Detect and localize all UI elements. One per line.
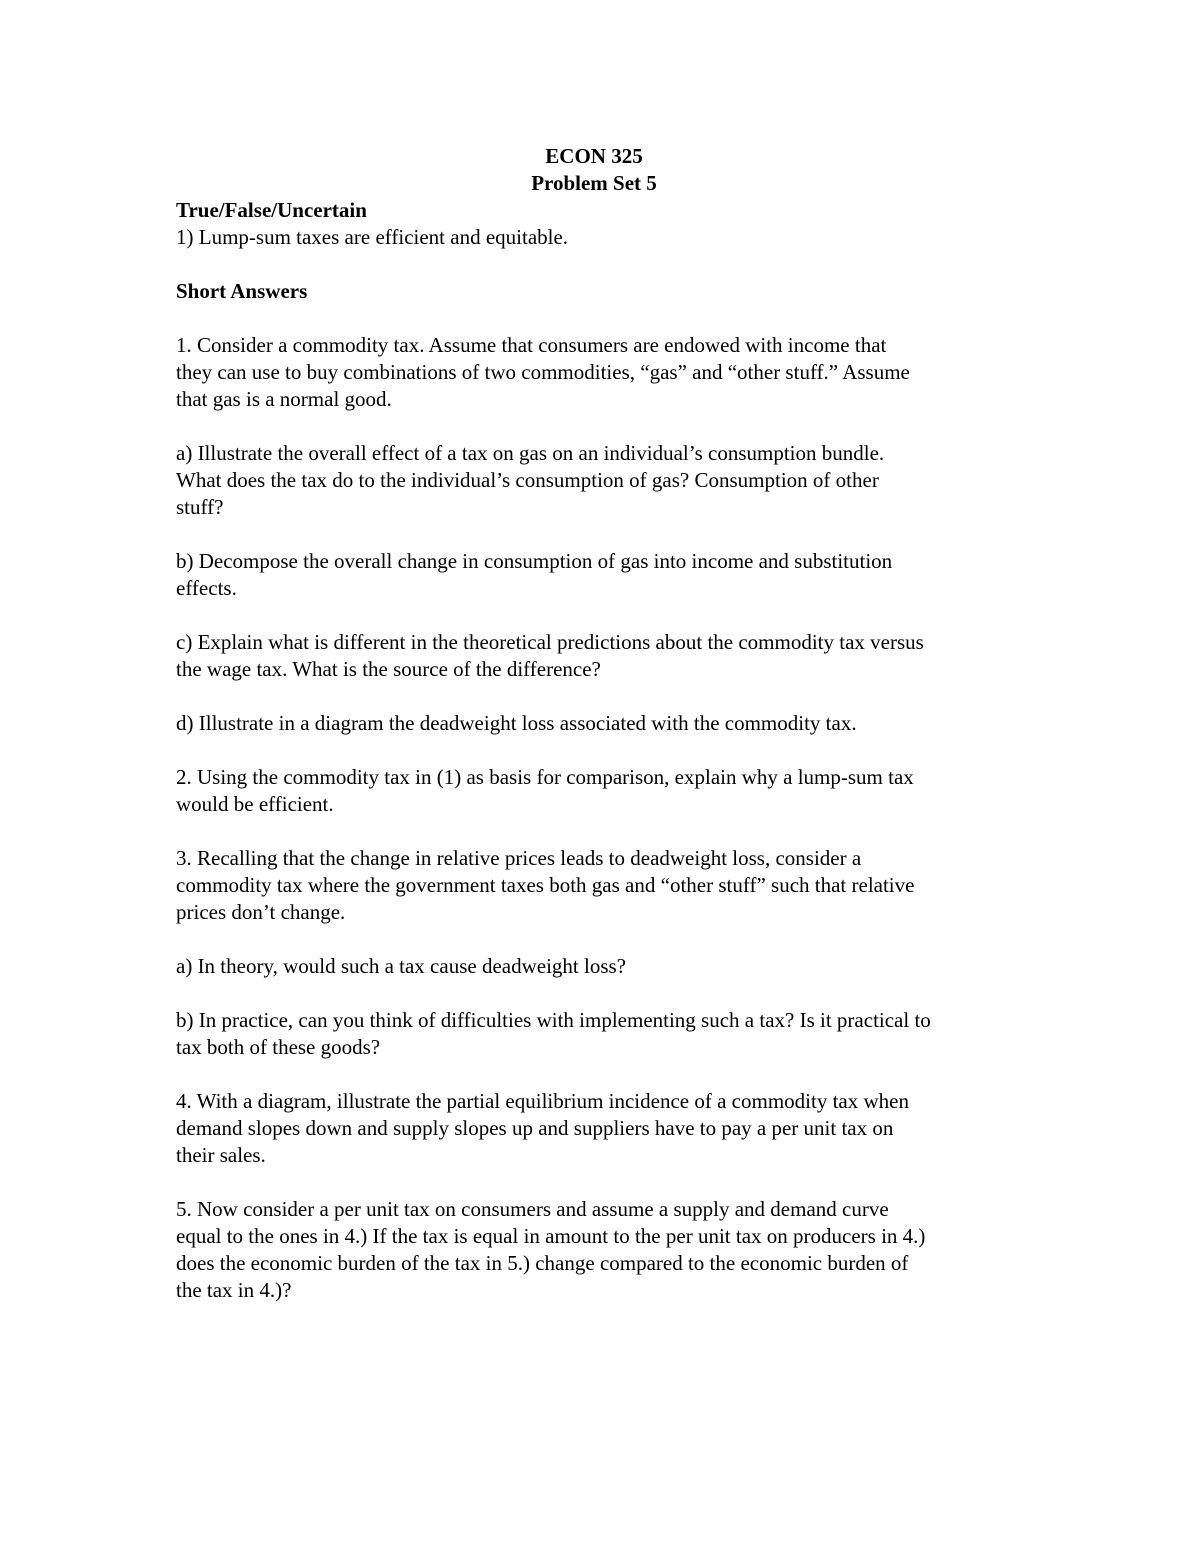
tfu-question-1: 1) Lump-sum taxes are efficient and equitable. — [176, 225, 569, 249]
course-title: ECON 325 — [545, 144, 643, 168]
question-2: 2. Using the commodity tax in (1) as basis for comparison, explain why a lump-sum tax would be efficient. — [176, 765, 914, 816]
question-5: 5. Now consider a per unit tax on consumers and assume a supply and demand curve equal to the ones in 4.) If the tax is equal in amount to the per unit tax on producers in 4.) does the economic burden of the tax in 5.) change compared to the economic burden of the tax in 4.)? — [176, 1197, 926, 1302]
document-page — [176, 143, 1036, 1304]
question-3b: b) In practice, can you think of difficulties with implementing such a tax? Is it practical to tax both of these goods? — [176, 1008, 931, 1059]
problem-set-title: Problem Set 5 — [531, 171, 657, 195]
tfu-heading: True/False/Uncertain — [176, 198, 367, 222]
question-3a: a) In theory, would such a tax cause deadweight loss? — [176, 954, 626, 978]
question-1: 1. Consider a commodity tax. Assume that consumers are endowed with income that they can use to buy combinations of two commodities, “gas” and “other stuff.” Assume that gas is a normal good. — [176, 333, 910, 411]
question-1a: a) Illustrate the overall effect of a tax on gas on an individual’s consumption bundle. What does the tax do to the individual’s consumption of gas? Consumption of other stuff? — [176, 441, 885, 519]
question-1c: c) Explain what is different in the theoretical predictions about the commodity tax versus the wage tax. What is the source of the difference? — [176, 630, 924, 681]
question-1d: d) Illustrate in a diagram the deadweight loss associated with the commodity tax. — [176, 711, 857, 735]
question-3: 3. Recalling that the change in relative prices leads to deadweight loss, consider a commodity tax where the government taxes both gas and “other stuff” such that relative prices don’t change. — [176, 846, 915, 924]
question-4: 4. With a diagram, illustrate the partial equilibrium incidence of a commodity tax when demand slopes down and supply slopes up and suppliers have to pay a per unit tax on their sales. — [176, 1089, 909, 1167]
short-answers-heading: Short Answers — [176, 279, 308, 303]
question-1b: b) Decompose the overall change in consumption of gas into income and substitution effects. — [176, 549, 893, 600]
